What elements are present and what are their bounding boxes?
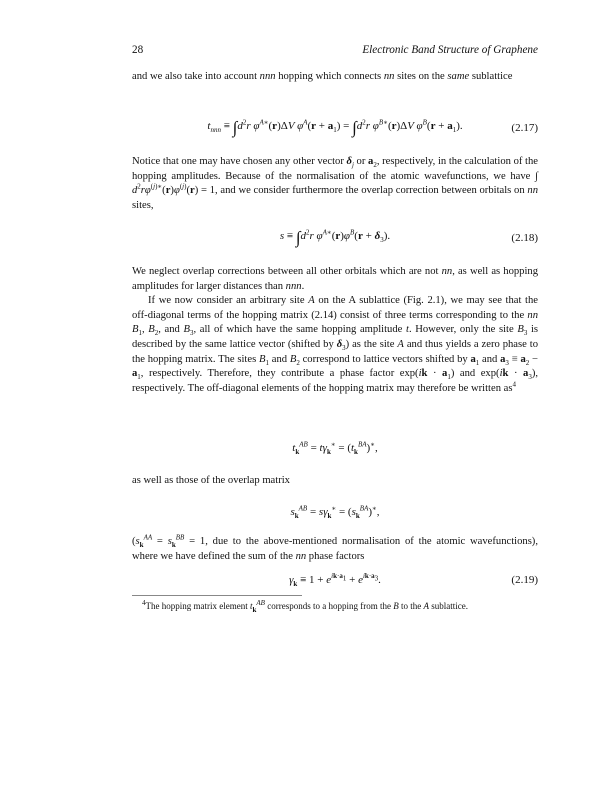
equation-number: (2.18)	[511, 232, 538, 244]
paragraph-intro: and we also take into account nnn hopping which connects nn sites on the same sublattice	[132, 71, 513, 82]
equation-hopping-offdiag: $t_k^{AB} = t\gamma_k^∗ = (t_k^{BA})^∗$,	[292, 440, 378, 457]
running-title: Electronic Band Structure of Graphene	[362, 44, 538, 56]
paragraph-neglect: We neglect overlap corrections between all other orbitals which are not nn, as well as hopping amplitudes for larger distances than nnn. If we now consider an arbitrary site A on the A sublattice (Fig. 2.1), we may see that the off-diagonal terms of the hopping matrix (2.14) consist of three terms corresponding to the nn $B_1$, $B_2$, and $B_3$, all of which have the same hopping amplitude t. However, only the site $B_3$ is described by the same lattice vector (shifted by $\delta_3$) as the site A and thus yields a zero phase to the hopping matrix. The sites $B_1$ and $B_2$ correspond to lattice vectors shifted by $a_1$ and $a_3 \equiv a_2 - a_1$, respectively. Therefore, they contribute a phase factor $\exp(ik \cdot a_1)$ and $\exp(ik \cdot a_3)$, respectively. The off-diagonal elements of the hopping matrix may therefore be written $as^4$	[132, 266, 539, 394]
footnote-divider	[132, 595, 302, 596]
equation-number: (2.17)	[511, 122, 538, 134]
equation-number: (2.19)	[511, 574, 538, 586]
equation-2-19: $\gamma_k \equiv 1 + e^{ik\cdot a_1} + e^{ik\cdot a_3}$. (2.19)	[289, 572, 538, 589]
equation-2-18: $s \equiv \int d^2r$ $\varphi^{A∗}(r)\varphi^B(r + \delta_3)$. (2.18)	[279, 228, 538, 247]
page-number: 28	[132, 44, 144, 56]
equation-overlap-offdiag: $s_k^{AB} = s\gamma_k^∗ = (s_k^{BA})^∗$,	[290, 504, 380, 521]
footnote-4: $^4$The hopping matrix element $t_k^{AB}$ corresponds to a hopping from the B to the A sublattice.	[142, 599, 468, 614]
footnote-marker: 4	[142, 599, 146, 607]
running-header	[132, 44, 538, 58]
paragraph-overlap: as well as those of the overlap matrix	[132, 475, 290, 486]
equation-2-17: $t_{nnn} \equiv \int d^2r$ $\varphi^{A∗}(r)\Delta V$ $\varphi^A(r + a_1) = \int d^2r$ $\varphi^{B∗}(r)\Delta V$ $\varphi^B(r + a_1)$. (2.17)	[207, 118, 538, 137]
paragraph-notice: Notice that one may have chosen any other vector $\delta_j$ or $a_2$, respectively, in the calculation of the hopping amplitudes. Because of the normalisation of the atomic wavefunctions, we have ∫ $d^2r\varphi^{(j)∗}(r)\varphi^{(j)}(r) = 1$, and we consider furthermore the overlap correction between orbitals on nn sites,	[132, 156, 538, 211]
paragraph-normalisation: ($s_k^{AA} = s_k^{BB} = 1$, due to the above-mentioned normalisation of the atomic wavefunctions), where we have defined the sum of the nn phase factors	[132, 533, 538, 562]
